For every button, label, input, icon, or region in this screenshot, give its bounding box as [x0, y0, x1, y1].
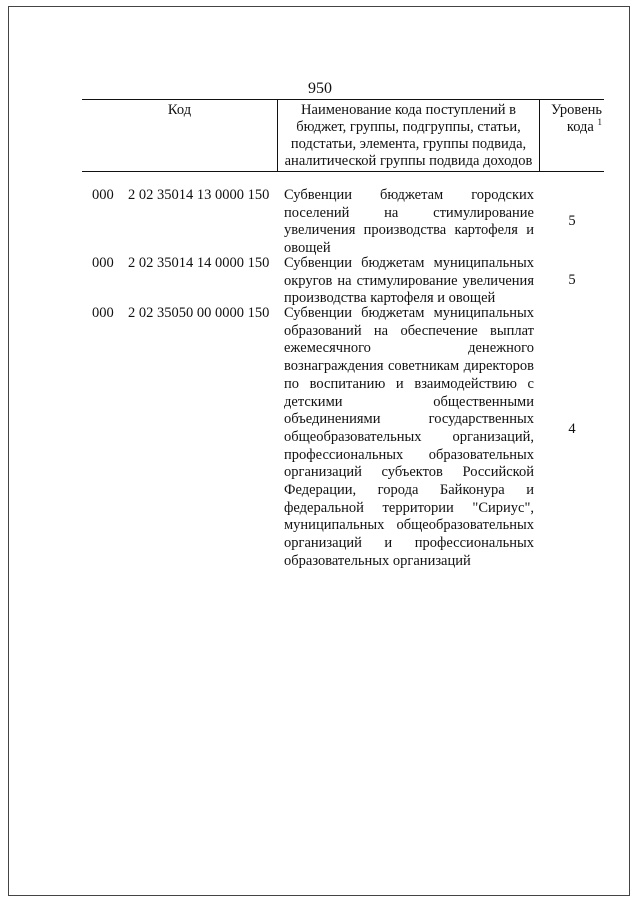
row-level: 5 — [568, 272, 576, 288]
row-level: 4 — [568, 421, 576, 437]
row-code: 2 02 35014 13 0000 150 — [128, 187, 270, 203]
row-prefix: 000 — [92, 255, 114, 271]
row-code: 2 02 35050 00 0000 150 — [128, 305, 270, 321]
header-code-label: Код — [167, 102, 192, 118]
row-level: 5 — [568, 213, 576, 229]
row-code: 2 02 35014 14 0000 150 — [128, 255, 270, 271]
header-level-label: Уровень кода — [550, 102, 602, 135]
row-prefix: 000 — [92, 187, 114, 203]
row-name: Субвенции бюджетам муниципальных округов на стимулирование увеличения производства картофеля и овощей — [284, 255, 534, 307]
header-code-column — [82, 100, 278, 171]
header-level-cell — [540, 100, 604, 136]
page-number: 950 — [308, 80, 332, 97]
header-level-column — [540, 100, 604, 171]
header-name-column — [278, 100, 540, 171]
footnote-marker: 1 — [597, 117, 602, 128]
header-name-label: Наименование кода поступлений в бюджет, группы, подгруппы, статьи, подстатьи, элемента, группы подвида, аналитической группы подвида доходов — [284, 102, 533, 169]
row-name: Субвенции бюджетам городских поселений на стимулирование увеличения производства картофеля и овощей — [284, 187, 534, 257]
row-name: Субвенции бюджетам муниципальных образований на обеспечение выплат ежемесячного денежного вознаграждения советникам директоров по воспитанию и взаимодействию с детскими общественными объединениями государственных общеобразовательных организаций, профессиональных образовательных организаций субъектов Российской Федерации, города Байконура и федеральной территории "Сириус", муниципальных общеобразовательных организаций и профессиональных образовательных организаций — [284, 305, 534, 569]
table-header — [82, 99, 604, 172]
row-prefix: 000 — [92, 305, 114, 321]
